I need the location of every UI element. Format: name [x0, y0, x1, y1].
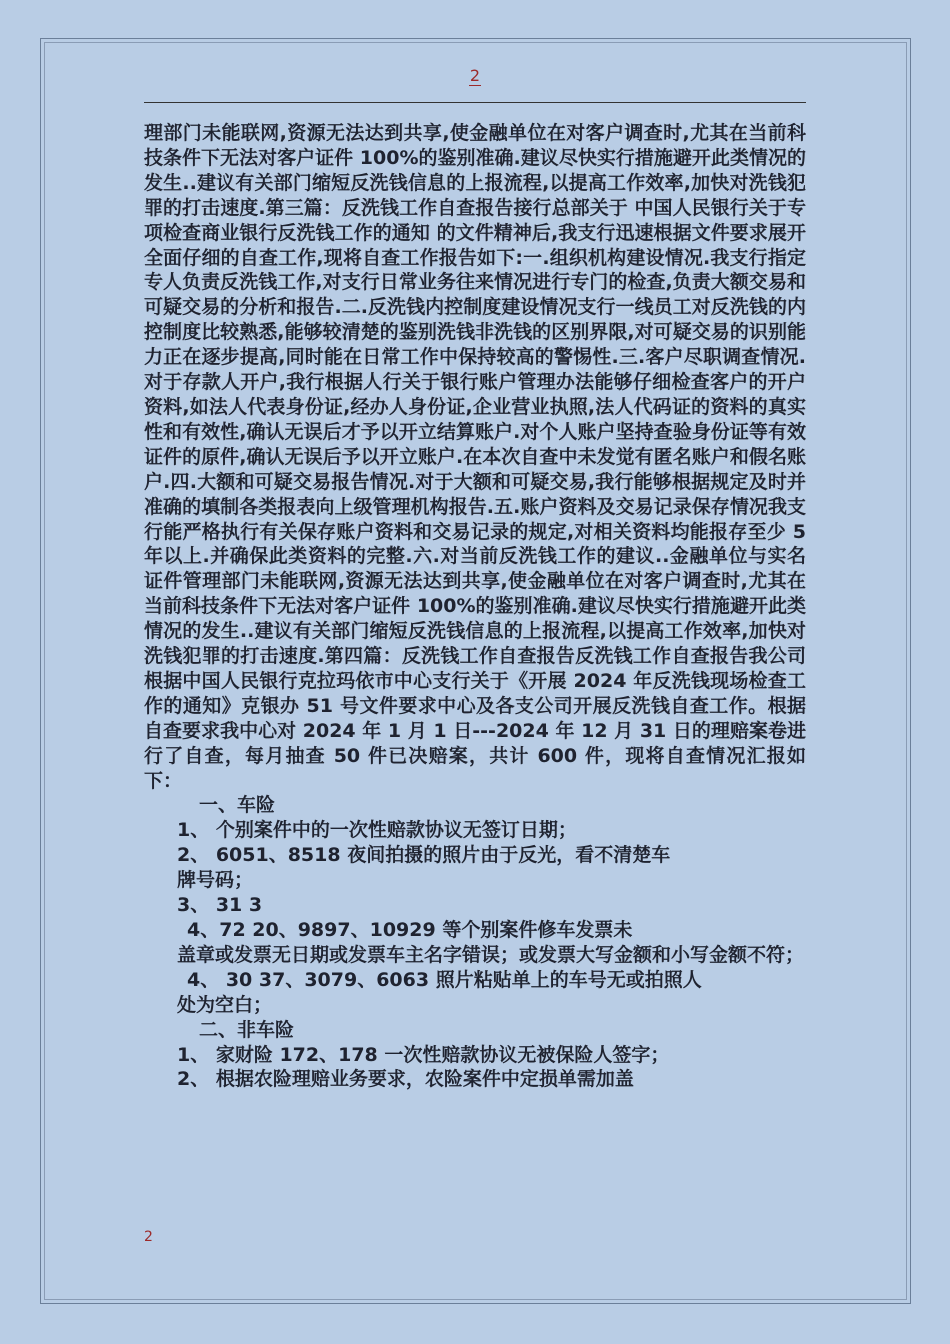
list-item: 1、 家财险 172、178 一次性赔款协议无被保险人签字； — [177, 1043, 670, 1066]
list-item: 2、 6051、8518 夜间拍摄的照片由于反光，看不清楚车 — [177, 844, 671, 867]
list-item: 4、 30 37、3079、6063 照片粘贴单上的车号无或拍照人 — [187, 968, 702, 991]
section-heading-car: 一、车险 — [199, 794, 276, 817]
list-item: 牌号码； — [177, 869, 254, 892]
body-paragraph: 理部门未能联网,资源无法达到共享,使金融单位在对客户调查时,尤其在当前科技条件下无法对客户证件 100%的鉴别准确.建议尽快实行措施避开此类情况的发生..建议有关部门缩短反洗钱信息的上报流程,以提高工作效率,加快对洗钱犯罪的打击速度.第三篇：反洗钱工作自查报告接行总部关于 中国人民银行关于专项检查商业银行反洗钱工作的通知 的文件精神后,我支行迅速根据文件要求展开全面仔细的自查工作,现将自查工作报告如下:一.组织机构建设情况.我支行指定专人负责反洗钱工作,对支行日常业务往来情况进行专门的检查,负责大额交易和可疑交易的分析和报告.二.反洗钱内控制度建设情况支行一线员工对反洗钱的内控制度比较熟悉,能够较清楚的鉴别洗钱非洗钱的区别界限,对可疑交易的识别能力正在逐步提高,同时能在日常工作中保持较高的警惕性.三.客户尽职调查情况.对于存款人开户,我行根据人行关于银行账户管理办法能够仔细检查客户的开户资料,如法人代表身份证,经办人身份证,企业营业执照,法人代码证的资料的真实性和有效性,确认无误后才予以开立结算账户.对个人账户坚持查验身份证等有效证件的原件,确认无误后予以开立账户.在本次自查中未发觉有匿名账户和假名账户.四.大额和可疑交易报告情况.对于大额和可疑交易,我行能够根据规定及时并准确的填制各类报表向上级管理机构报告.五.账户资料及交易记录保存情况我支行能严格执行有关保存账户资料和交易记录的规定,对相关资料均能报存至少 5 年以上.并确保此类资料的完整.六.对当前反洗钱工作的建议..金融单位与实名证件管理部门未能联网,资源无法达到共享,使金融单位在对客户调查时,尤其在当前科技条件下无法对客户证件 100%的鉴别准确.建议尽快实行措施避开此类情况的发生..建议有关部门缩短反洗钱信息的上报流程,以提高工作效率,加快对洗钱犯罪的打击速度.第四篇：反洗钱工作自查报告反洗钱工作自查报告我公司根据中国人民银行克拉玛依市中心支行关于《开展 2024 年反洗钱现场检查工作的通知》克银办 51 号文件要求中心及各支公司开展反洗钱自查工作。根据自查要求我中心对 2024 年 1 月 1 日---2024 年 12 月 31 日的理赔案卷进行了自查，每月抽查 50 件已决赔案，共计 600 件，现将自查情况汇报如下： — [144, 122, 806, 792]
list-item: 处为空白； — [177, 993, 273, 1016]
section-heading-noncar: 二、非车险 — [199, 1018, 295, 1041]
list-item: 2、 根据农险理赔业务要求，农险案件中定损单需加盖 — [177, 1068, 634, 1091]
header-rule — [144, 102, 806, 103]
header-page-number: 2 — [469, 66, 481, 85]
list-item: 1、 个别案件中的一次性赔款协议无签订日期； — [177, 819, 577, 842]
document-body — [144, 121, 806, 1092]
list-item: 盖章或发票无日期或发票车主名字错误；或发票大写金额和小写金额不符； — [177, 943, 805, 966]
list-item: 4、72 20、9897、10929 等个别案件修车发票未 — [187, 919, 633, 941]
footer-page-number: 2 — [144, 1229, 153, 1245]
list-item: 3、 31 3 — [177, 894, 263, 917]
